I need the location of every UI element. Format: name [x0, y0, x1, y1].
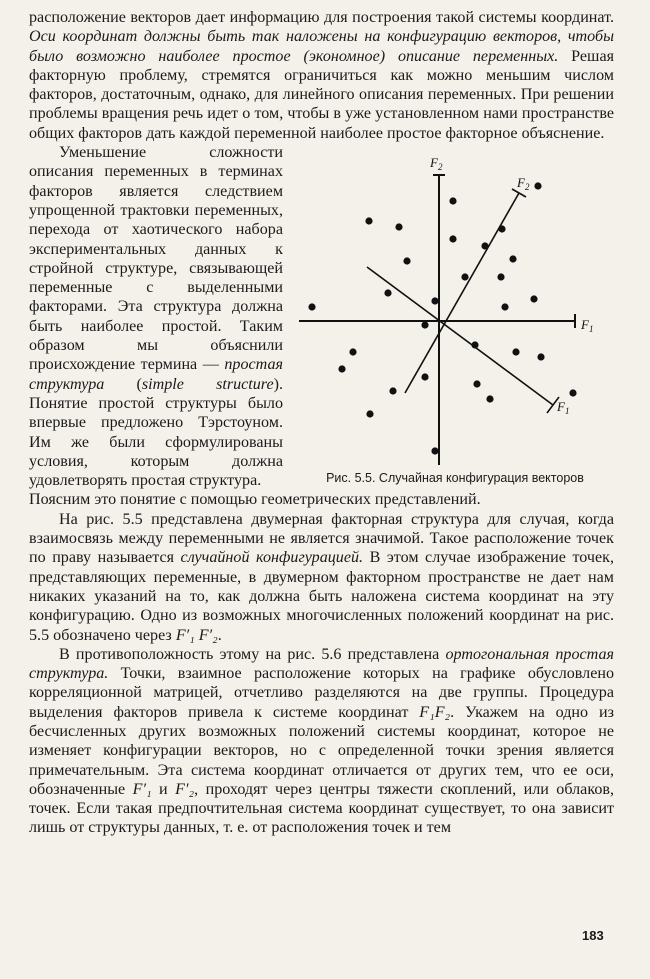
data-points: [308, 182, 576, 454]
label-f2: $F_2$: [430, 155, 443, 173]
data-point: [473, 380, 480, 387]
data-point: [486, 395, 493, 402]
data-point: [431, 297, 438, 304]
p4-text-e: , проходят через центры тяжести скоплений, или облаков, точек. Если такая предпочтительная система координат существует, то она зависит лишь от структуры данных, т. е. от расположения точек и тем: [29, 780, 614, 837]
p4-text-c: . Укажем на одно из бесчисленных других возможных положений системы координат, которое не изменяет конфигурации векторов, но с определенной точки зрения является примечательным. Эта система координат отличается от других тем, что ее оси, обозначенные: [29, 703, 614, 798]
column-and-figure: [29, 143, 614, 490]
page-number: 183: [582, 928, 604, 943]
col-text-c: ). Понятие простой структуры было впервые предложено Тэрстоуном. Им же были сформулированы условия, которым должна удовлетворять простая структура.: [29, 375, 283, 490]
data-point: [497, 273, 504, 280]
p4-text-a: В противоположность этому на рис. 5.6 представлена: [59, 645, 446, 663]
col-text-a: Уменьшение сложности описания переменных в терминах факторов является следствием упрощенной трактовки переменных, перехода от хаотического набора экспериментальных данных к стройной структуре, связывающей переменные с выделенными факторами. Эта структура должна быть наиболее простой. Таким образом мы объяснили происхождение термина —: [29, 144, 283, 374]
label-f1: $F_1$: [581, 317, 594, 335]
data-point: [501, 303, 508, 310]
figure-caption: Рис. 5.5. Случайная конфигурация векторов: [326, 471, 584, 486]
p1-text-b: Решая факторную проблему, стремятся ограничиться как можно меньшим числом факторов, достаточным, однако, для линейного описания переменных. При решении проблемы вращения речь идет о том, чтобы в уже установленном нами пространстве общих факторов дать каждой переменной наиболее простое факторное объяснение.: [29, 47, 614, 142]
top-paragraph: [29, 8, 614, 143]
axis-f2-rotated-tick: [512, 189, 526, 197]
col-text-b: (: [104, 375, 142, 393]
data-point: [403, 257, 410, 264]
p4: [29, 645, 614, 838]
col-italic-2: simple structure: [141, 375, 274, 393]
p4-symbol-3: F′₂: [175, 780, 195, 798]
data-point: [569, 389, 576, 396]
figure-5-5: [295, 149, 615, 509]
col-italic-1: простая структура: [29, 356, 283, 393]
p3-text-b: В этом случае изображение точек, представляющих переменные, в двумерном факторном пространстве не дает нам никаких указаний на то, как должна быть наложена система координат на эту конфигурацию. Одно из возможных многочисленных положений координат на рис. 5.5 обозначено через: [29, 549, 614, 644]
data-point: [512, 348, 519, 355]
data-point: [534, 182, 541, 189]
data-point: [308, 303, 315, 310]
axis-f2-rotated: [405, 193, 519, 393]
p4-symbol-2: F′₁: [132, 780, 152, 798]
p3-end: .: [217, 626, 222, 644]
label-f1-rotated: $F_1$: [557, 399, 570, 417]
data-point: [421, 373, 428, 380]
p4-text-d: и: [151, 780, 176, 798]
data-point: [421, 321, 428, 328]
data-point: [349, 348, 356, 355]
scatter-figure: [295, 149, 615, 469]
p1-italic: Оси координат должны быть так наложены на конфигурацию векторов, чтобы было возможно наиболее простое (экономное) описание переменных.: [29, 28, 614, 65]
data-point: [481, 242, 488, 249]
data-point: [509, 255, 516, 262]
data-point: [537, 353, 544, 360]
axis-f1-rotated: [367, 267, 553, 405]
bottom-text: [29, 490, 614, 837]
p3: [29, 510, 614, 645]
data-point: [338, 365, 345, 372]
data-point: [461, 273, 468, 280]
data-point: [530, 295, 537, 302]
p3-symbol: F′₁ F′₂: [175, 626, 218, 644]
data-point: [366, 410, 373, 417]
data-point: [365, 217, 372, 224]
p4-symbol: F₁F₂: [419, 703, 451, 721]
data-point: [449, 235, 456, 242]
data-point: [384, 289, 391, 296]
data-point: [389, 387, 396, 394]
page-body: [29, 8, 614, 838]
label-f2-rotated: $F_2$: [517, 175, 530, 193]
data-point: [471, 341, 478, 348]
p4-text-b: Точки, взаимное расположение которых на графике обусловлено корреляционной матрицей, отчетливо разделяются на две группы. Процедура выделения факторов привела к системе координат: [29, 665, 614, 721]
p3-italic: случайной конфигурацией.: [180, 549, 364, 567]
data-point: [431, 447, 438, 454]
data-point: [395, 223, 402, 230]
column-text: [29, 143, 283, 490]
data-point: [498, 225, 505, 232]
p4-italic: ортогональная простая структура.: [29, 645, 614, 683]
p1-text-a: расположение векторов дает информацию для построения такой системы координат.: [29, 9, 614, 26]
p3-text-a: На рис. 5.5 представлена двумерная факторная структура для случая, когда взаимосвязь между переменными не является значимой. Такое расположение точек по праву называется: [29, 510, 614, 567]
p2: Поясним это понятие с помощью геометрических представлений.: [29, 491, 481, 509]
data-point: [449, 197, 456, 204]
